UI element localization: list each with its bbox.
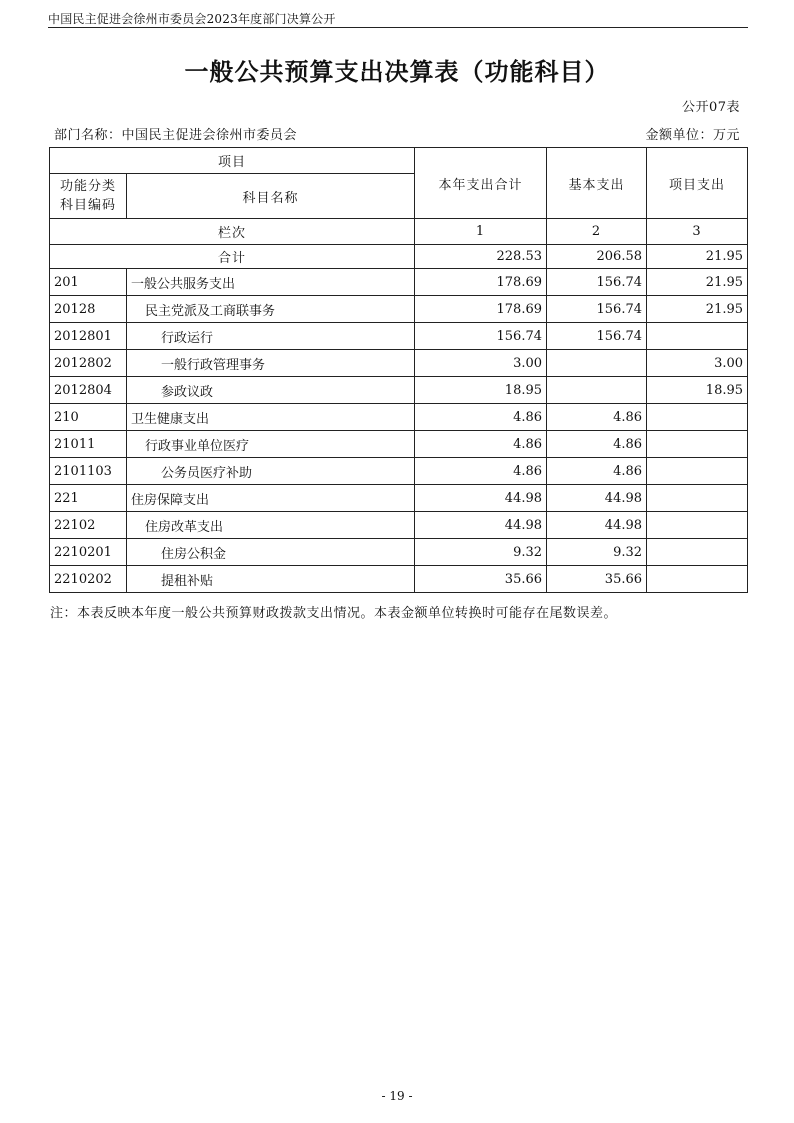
header-name: 科目名称 <box>127 174 415 219</box>
row-total: 156.74 <box>415 323 547 350</box>
sum-label: 合计 <box>50 245 415 269</box>
row-code: 2012801 <box>50 323 127 350</box>
table-row <box>50 566 748 593</box>
column-number: 3 <box>647 219 748 245</box>
row-project <box>647 485 748 512</box>
row-project: 21.95 <box>647 296 748 323</box>
header-code: 功能分类科目编码 <box>50 174 127 219</box>
row-name: 行政事业单位医疗 <box>127 431 415 458</box>
table-row <box>50 296 748 323</box>
row-name: 卫生健康支出 <box>127 404 415 431</box>
row-total: 44.98 <box>415 485 547 512</box>
row-code: 22102 <box>50 512 127 539</box>
row-total: 44.98 <box>415 512 547 539</box>
row-basic: 35.66 <box>547 566 647 593</box>
row-name: 民主党派及工商联事务 <box>127 296 415 323</box>
row-name: 公务员医疗补助 <box>127 458 415 485</box>
row-name: 住房保障支出 <box>127 485 415 512</box>
row-basic: 4.86 <box>547 458 647 485</box>
amount-unit: 金额单位：万元 <box>645 128 740 143</box>
row-project <box>647 512 748 539</box>
row-name: 住房改革支出 <box>127 512 415 539</box>
row-basic: 156.74 <box>547 296 647 323</box>
table-note: 注：本表反映本年度一般公共预算财政拨款支出情况。本表金额单位转换时可能存在尾数误差。 <box>50 606 618 621</box>
table-row <box>50 458 748 485</box>
table-row <box>50 377 748 404</box>
table-row <box>50 323 748 350</box>
row-project: 18.95 <box>647 377 748 404</box>
row-total: 178.69 <box>415 296 547 323</box>
row-total: 18.95 <box>415 377 547 404</box>
sum-project: 21.95 <box>647 245 748 269</box>
row-basic: 44.98 <box>547 485 647 512</box>
row-total: 178.69 <box>415 269 547 296</box>
row-project <box>647 566 748 593</box>
row-basic: 9.32 <box>547 539 647 566</box>
table-row <box>50 269 748 296</box>
row-total: 35.66 <box>415 566 547 593</box>
row-project <box>647 404 748 431</box>
sum-total: 228.53 <box>415 245 547 269</box>
row-code: 2012804 <box>50 377 127 404</box>
row-code: 2101103 <box>50 458 127 485</box>
form-number: 公开07表 <box>681 100 740 115</box>
row-project <box>647 539 748 566</box>
header-rule <box>48 27 748 28</box>
row-code: 201 <box>50 269 127 296</box>
department-name: 部门名称：中国民主促进会徐州市委员会 <box>54 128 298 143</box>
row-basic <box>547 350 647 377</box>
row-name: 提租补贴 <box>127 566 415 593</box>
row-code: 21011 <box>50 431 127 458</box>
row-total: 4.86 <box>415 404 547 431</box>
row-total: 9.32 <box>415 539 547 566</box>
row-basic <box>547 377 647 404</box>
row-code: 210 <box>50 404 127 431</box>
table-row <box>50 485 748 512</box>
row-total: 3.00 <box>415 350 547 377</box>
running-header: 中国民主促进会徐州市委员会2023年度部门决算公开 <box>48 12 336 26</box>
header-total: 本年支出合计 <box>415 148 547 219</box>
row-project: 3.00 <box>647 350 748 377</box>
table-row <box>50 404 748 431</box>
row-basic: 44.98 <box>547 512 647 539</box>
row-code: 2210201 <box>50 539 127 566</box>
row-project <box>647 431 748 458</box>
row-name: 一般行政管理事务 <box>127 350 415 377</box>
header-basic: 基本支出 <box>547 148 647 219</box>
row-total: 4.86 <box>415 458 547 485</box>
row-basic: 156.74 <box>547 323 647 350</box>
column-number: 2 <box>547 219 647 245</box>
row-code: 221 <box>50 485 127 512</box>
page-number: - 19 - <box>381 1089 413 1103</box>
row-basic: 156.74 <box>547 269 647 296</box>
row-project <box>647 458 748 485</box>
header-item: 项目 <box>50 148 415 174</box>
budget-table <box>49 147 748 593</box>
row-name: 一般公共服务支出 <box>127 269 415 296</box>
table-row <box>50 431 748 458</box>
sum-basic: 206.58 <box>547 245 647 269</box>
column-number: 1 <box>415 219 547 245</box>
row-name: 行政运行 <box>127 323 415 350</box>
table-row <box>50 539 748 566</box>
table-row <box>50 512 748 539</box>
row-total: 4.86 <box>415 431 547 458</box>
row-name: 住房公积金 <box>127 539 415 566</box>
row-name: 参政议政 <box>127 377 415 404</box>
table-row <box>50 350 748 377</box>
column-row-label: 栏次 <box>50 219 415 245</box>
row-basic: 4.86 <box>547 431 647 458</box>
row-code: 20128 <box>50 296 127 323</box>
row-code: 2210202 <box>50 566 127 593</box>
row-project <box>647 323 748 350</box>
row-basic: 4.86 <box>547 404 647 431</box>
row-code: 2012802 <box>50 350 127 377</box>
row-project: 21.95 <box>647 269 748 296</box>
header-project: 项目支出 <box>647 148 748 219</box>
page-title: 一般公共预算支出决算表（功能科目） <box>184 58 610 86</box>
